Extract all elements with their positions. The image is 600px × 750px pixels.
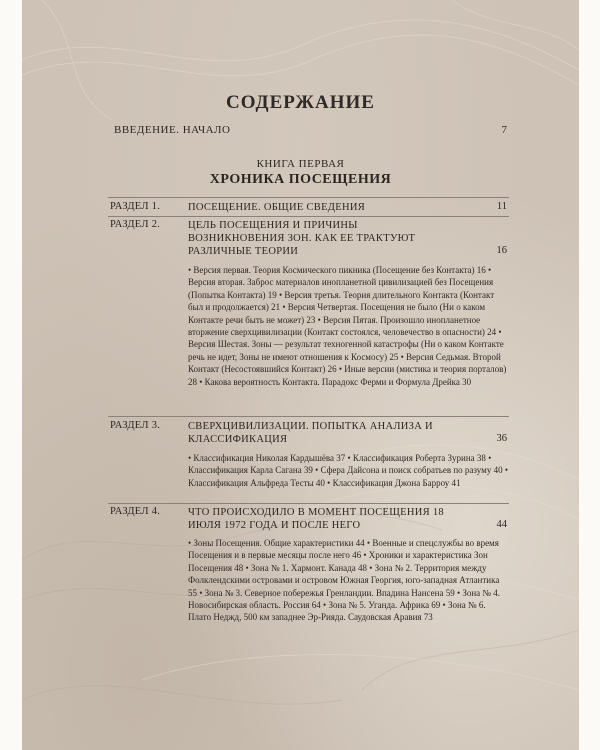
section-2-label: РАЗДЕЛ 2.: [110, 219, 161, 230]
section-4-page: 44: [496, 519, 507, 530]
section-4-title[interactable]: ЧТО ПРОИСХОДИЛО В МОМЕНТ ПОСЕЩЕНИЯ 18 ИЮЛЯ 1972 ГОДА И ПОСЛЕ НЕГО: [188, 507, 444, 531]
intro-entry-page: 7: [501, 124, 507, 136]
section-divider: [108, 197, 509, 198]
section-2-description: • Версия первая. Теория Космического пикника (Посещение без Контакта) 16 • Версия вторая. Заброс материалов инопланетной цивилизацией без Посещения (Попытка Контакта) 19 • Версия третья. Теория длительного Контакта (Контакт был и продолжается) 21 • Версия Четвертая. Посещения не было (Ни о каком Контакте речи быть не может) 23 • Версия Пятая. Произошло инопланетное вторжение сверхцивилизации (Контакт состоялся, человечество в опасности) 24 • Версия Шестая. Зоны — результат техногенной катастрофы (Ни о каком Контакте речь не идет, Зоны не имеют отношения к Космосу) 25 • Версия Седьмая. Второй Контакт (Несостоявшийся Контакт) 26 • Иные версии (мистика и теория порталов) 28 • Какова вероятность Контакта. Парадокс Ферми и Формула Дрейка 30: [188, 265, 507, 387]
section-4-label: РАЗДЕЛ 4.: [110, 506, 161, 517]
section-1-page: 11: [496, 201, 507, 212]
section-4-description: • Зоны Посещения. Общие характеристики 44 • Военные и спецслужбы во время Посещения и в первые месяцы после него 46 • Хроники и характеристика Зон Посещения 48 • Зона № 1. Хармонт. Канада 48 • Зона № 2. Территория между Фолклендскими островами и островом Южная Георгия, юго-западная Атлантика 55 • Зона № 3. Северное побережья Гренландии. Впадина Нансена 59 • Зона № 4. Новосибирская область. Россия 64 • Зона № 5. Уганда. Африка 69 • Зона № 6. Плато Неджд, 500 км западнее Эр-Рияда. Саудовская Аравия 73: [188, 538, 501, 623]
section-3-label: РАЗДЕЛ 3.: [110, 420, 161, 431]
section-3-description: • Классификация Николая Кардышёва 37 • Классификация Роберта Зурина 38 • Классификация Карла Сагана 39 • Сфера Дайсона и поиск собратьев по разуму 40 • Классификация Альфреда Тесты 40 • Классификация Джона Барроу 41: [188, 453, 509, 488]
section-divider: [108, 416, 509, 417]
section-3-page: 36: [496, 433, 507, 444]
intro-entry-label[interactable]: ВВЕДЕНИЕ. НАЧАЛО: [114, 124, 231, 136]
section-divider: [108, 216, 509, 217]
book-label: КНИГА ПЕРВАЯ: [256, 158, 345, 170]
table-of-contents: [22, 0, 579, 750]
section-divider: [108, 503, 509, 504]
toc-title: СОДЕРЖАНИЕ: [226, 92, 375, 113]
book-page: [22, 0, 579, 750]
section-1-label: РАЗДЕЛ 1.: [110, 201, 161, 212]
section-2-page: 16: [496, 245, 507, 256]
section-1-title[interactable]: ПОСЕЩЕНИЕ. ОБЩИЕ СВЕДЕНИЯ: [188, 202, 366, 213]
section-3-title[interactable]: СВЕРХЦИВИЛИЗАЦИИ. ПОПЫТКА АНАЛИЗА И КЛАССИФИКАЦИЯ: [188, 421, 433, 445]
book-title: ХРОНИКА ПОСЕЩЕНИЯ: [209, 172, 392, 187]
section-2-title[interactable]: ЦЕЛЬ ПОСЕЩЕНИЯ И ПРИЧИНЫ ВОЗНИКНОВЕНИЯ ЗОН. КАК ЕЕ ТРАКТУЮТ РАЗЛИЧНЫЕ ТЕОРИИ: [188, 220, 416, 257]
